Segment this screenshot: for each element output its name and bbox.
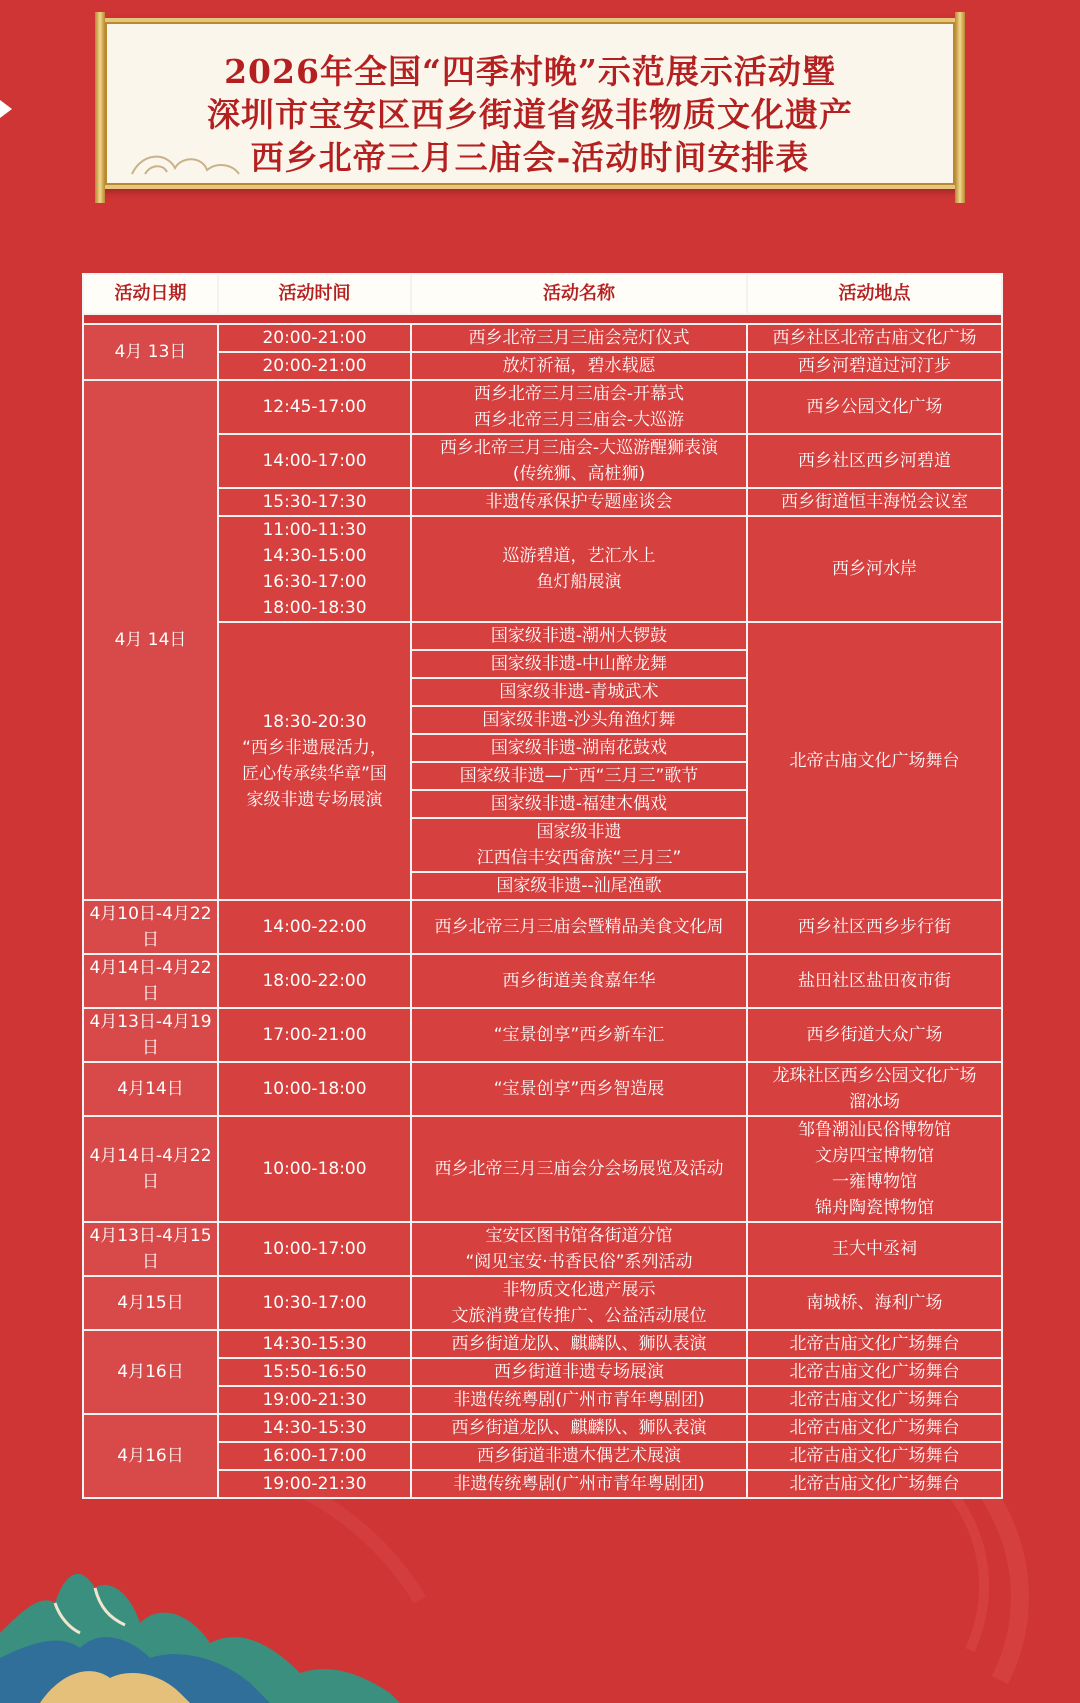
table-row bbox=[83, 516, 1002, 622]
time-cell: 15:50-16:50 bbox=[218, 1358, 411, 1386]
table-row bbox=[83, 434, 1002, 488]
activity-name-cell: 国家级非遗-沙头角渔灯舞 bbox=[411, 706, 747, 734]
table-row bbox=[83, 1222, 1002, 1276]
activity-name-cell: 西乡街道美食嘉年华 bbox=[411, 954, 747, 1008]
header-date: 活动日期 bbox=[83, 274, 218, 314]
location-cell: 西乡河水岸 bbox=[747, 516, 1002, 622]
time-cell: 14:30-15:30 bbox=[218, 1414, 411, 1442]
location-cell: 北帝古庙文化广场舞台 bbox=[747, 1358, 1002, 1386]
time-cell: 10:00-18:00 bbox=[218, 1062, 411, 1116]
activity-name-cell: 非物质文化遗产展示 文旅消费宣传推广、公益活动展位 bbox=[411, 1276, 747, 1330]
date-cell: 4月14日 bbox=[83, 1062, 218, 1116]
activity-name-cell: 西乡街道龙队、麒麟队、狮队表演 bbox=[411, 1330, 747, 1358]
activity-name-cell: 国家级非遗—广西“三月三”歌节 bbox=[411, 762, 747, 790]
table-header-row bbox=[83, 274, 1002, 314]
cloud-icon bbox=[127, 142, 247, 182]
activity-name-cell: 西乡北帝三月三庙会-大巡游醒狮表演 (传统狮、高桩狮) bbox=[411, 434, 747, 488]
time-cell: 14:30-15:30 bbox=[218, 1330, 411, 1358]
table-row bbox=[83, 1116, 1002, 1222]
schedule-table bbox=[82, 273, 1003, 1499]
activity-name-cell: 西乡北帝三月三庙会暨精品美食文化周 bbox=[411, 900, 747, 954]
table-row bbox=[83, 1276, 1002, 1330]
activity-name-cell: 国家级非遗-湖南花鼓戏 bbox=[411, 734, 747, 762]
time-cell: 16:00-17:00 bbox=[218, 1442, 411, 1470]
location-cell: 北帝古庙文化广场舞台 bbox=[747, 1442, 1002, 1470]
title-banner bbox=[101, 18, 959, 189]
activity-name-cell: 西乡街道非遗专场展演 bbox=[411, 1358, 747, 1386]
location-cell: 北帝古庙文化广场舞台 bbox=[747, 1330, 1002, 1358]
location-cell: 西乡街道大众广场 bbox=[747, 1008, 1002, 1062]
table-body bbox=[83, 314, 1002, 1498]
location-cell: 西乡社区西乡河碧道 bbox=[747, 434, 1002, 488]
activity-name-cell: 非遗传承保护专题座谈会 bbox=[411, 488, 747, 516]
activity-name-cell: 西乡街道非遗木偶艺术展演 bbox=[411, 1442, 747, 1470]
time-cell: 20:00-21:00 bbox=[218, 324, 411, 352]
activity-name-cell: 国家级非遗-潮州大锣鼓 bbox=[411, 622, 747, 650]
time-cell: 10:00-17:00 bbox=[218, 1222, 411, 1276]
table-row bbox=[83, 1470, 1002, 1498]
date-cell: 4月16日 bbox=[83, 1414, 218, 1498]
location-cell: 龙珠社区西乡公园文化广场 溜冰场 bbox=[747, 1062, 1002, 1116]
date-cell: 4月16日 bbox=[83, 1330, 218, 1414]
table-row bbox=[83, 1414, 1002, 1442]
header-time: 活动时间 bbox=[218, 274, 411, 314]
activity-name-cell: “宝景创享”西乡智造展 bbox=[411, 1062, 747, 1116]
location-cell: 西乡公园文化广场 bbox=[747, 380, 1002, 434]
activity-name-cell: “宝景创享”西乡新车汇 bbox=[411, 1008, 747, 1062]
activity-name-cell: 非遗传统粤剧(广州市青年粤剧团) bbox=[411, 1470, 747, 1498]
activity-name-cell: 放灯祈福，碧水载愿 bbox=[411, 352, 747, 380]
table-row bbox=[83, 954, 1002, 1008]
date-cell: 4月10日-4月22日 bbox=[83, 900, 218, 954]
time-cell: 15:30-17:30 bbox=[218, 488, 411, 516]
location-cell: 北帝古庙文化广场舞台 bbox=[747, 622, 1002, 900]
activity-name-cell: 西乡街道龙队、麒麟队、狮队表演 bbox=[411, 1414, 747, 1442]
title-line-3: 西乡北帝三月三庙会-活动时间安排表 bbox=[250, 138, 810, 177]
table-row bbox=[83, 1442, 1002, 1470]
activity-name-cell: 宝安区图书馆各街道分馆 “阅见宝安·书香民俗”系列活动 bbox=[411, 1222, 747, 1276]
time-cell: 10:00-18:00 bbox=[218, 1116, 411, 1222]
table-row bbox=[83, 900, 1002, 954]
location-cell: 北帝古庙文化广场舞台 bbox=[747, 1414, 1002, 1442]
header-place: 活动地点 bbox=[747, 274, 1002, 314]
location-cell: 北帝古庙文化广场舞台 bbox=[747, 1386, 1002, 1414]
location-cell: 西乡街道恒丰海悦会议室 bbox=[747, 488, 1002, 516]
date-cell: 4月15日 bbox=[83, 1276, 218, 1330]
title-line-2: 深圳市宝安区西乡街道省级非物质文化遗产 bbox=[207, 95, 853, 134]
time-cell: 19:00-21:30 bbox=[218, 1470, 411, 1498]
activity-name-cell: 国家级非遗-青城武术 bbox=[411, 678, 747, 706]
date-cell: 4月13日-4月19日 bbox=[83, 1008, 218, 1062]
table-row bbox=[83, 380, 1002, 434]
location-cell: 南城桥、海利广场 bbox=[747, 1276, 1002, 1330]
location-cell: 王大中丞祠 bbox=[747, 1222, 1002, 1276]
table-row bbox=[83, 488, 1002, 516]
table-row bbox=[83, 324, 1002, 352]
time-cell: 18:00-22:00 bbox=[218, 954, 411, 1008]
activity-name-cell: 西乡北帝三月三庙会亮灯仪式 bbox=[411, 324, 747, 352]
time-cell: 11:00-11:30 14:30-15:00 16:30-17:00 18:00-18:30 bbox=[218, 516, 411, 622]
time-cell: 17:00-21:00 bbox=[218, 1008, 411, 1062]
activity-name-cell: 非遗传统粤剧(广州市青年粤剧团) bbox=[411, 1386, 747, 1414]
table-row bbox=[83, 352, 1002, 380]
time-cell: 10:30-17:00 bbox=[218, 1276, 411, 1330]
time-cell: 18:30-20:30 “西乡非遗展活力， 匠心传承续华章”国 家级非遗专场展演 bbox=[218, 622, 411, 900]
activity-name-cell: 西乡北帝三月三庙会分会场展览及活动 bbox=[411, 1116, 747, 1222]
activity-name-cell: 西乡北帝三月三庙会-开幕式 西乡北帝三月三庙会-大巡游 bbox=[411, 380, 747, 434]
location-cell: 北帝古庙文化广场舞台 bbox=[747, 1470, 1002, 1498]
activity-name-cell: 国家级非遗 江西信丰安西畲族“三月三” bbox=[411, 818, 747, 872]
title-line-1: 2026年全国“四季村晚”示范展示活动暨 bbox=[224, 52, 836, 91]
date-cell: 4月 14日 bbox=[83, 380, 218, 900]
left-arrow-icon bbox=[0, 100, 12, 118]
time-cell: 20:00-21:00 bbox=[218, 352, 411, 380]
table-row bbox=[83, 1358, 1002, 1386]
time-cell: 14:00-17:00 bbox=[218, 434, 411, 488]
header-name: 活动名称 bbox=[411, 274, 747, 314]
activity-name-cell: 国家级非遗-中山醉龙舞 bbox=[411, 650, 747, 678]
table-row bbox=[83, 1008, 1002, 1062]
location-cell: 盐田社区盐田夜市街 bbox=[747, 954, 1002, 1008]
table-row bbox=[83, 1062, 1002, 1116]
activity-name-cell: 国家级非遗-福建木偶戏 bbox=[411, 790, 747, 818]
activity-name-cell: 国家级非遗--汕尾渔歌 bbox=[411, 872, 747, 900]
table-row bbox=[83, 1386, 1002, 1414]
location-cell: 邹鲁潮汕民俗博物馆 文房四宝博物馆 一雍博物馆 锦舟陶瓷博物馆 bbox=[747, 1116, 1002, 1222]
date-cell: 4月14日-4月22日 bbox=[83, 954, 218, 1008]
time-cell: 14:00-22:00 bbox=[218, 900, 411, 954]
mountain-decoration bbox=[0, 1533, 440, 1703]
location-cell: 西乡河碧道过河汀步 bbox=[747, 352, 1002, 380]
date-cell: 4月14日-4月22日 bbox=[83, 1116, 218, 1222]
time-cell: 19:00-21:30 bbox=[218, 1386, 411, 1414]
table-row bbox=[83, 1330, 1002, 1358]
time-cell: 12:45-17:00 bbox=[218, 380, 411, 434]
activity-name-cell: 巡游碧道，艺汇水上 鱼灯船展演 bbox=[411, 516, 747, 622]
date-cell: 4月13日-4月15日 bbox=[83, 1222, 218, 1276]
location-cell: 西乡社区北帝古庙文化广场 bbox=[747, 324, 1002, 352]
location-cell: 西乡社区西乡步行街 bbox=[747, 900, 1002, 954]
table-row bbox=[83, 622, 1002, 650]
date-cell: 4月 13日 bbox=[83, 324, 218, 380]
